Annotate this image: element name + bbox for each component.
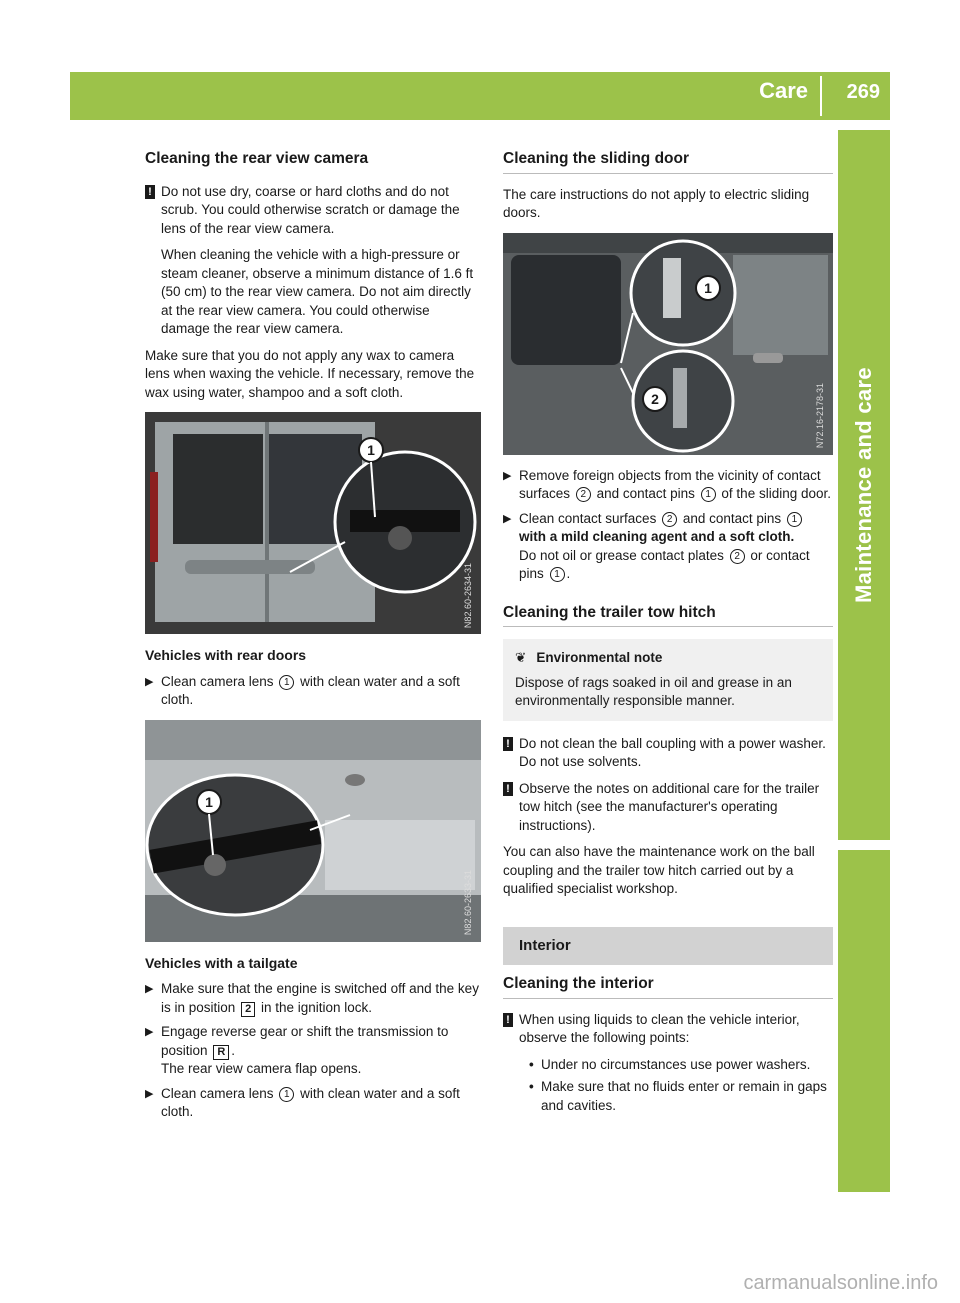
callout-number: 1 [550, 567, 565, 582]
warning-icon: ! [145, 185, 155, 199]
tailgate-camera-photo [145, 720, 481, 942]
heading-trailer-tow-hitch: Cleaning the trailer tow hitch [503, 604, 833, 628]
rear-doors-camera-photo [145, 412, 481, 634]
warning-text: When using liquids to clean the vehicle interior, observe the following points: [519, 1011, 800, 1045]
arrow-icon: ▶ [145, 1087, 154, 1100]
instruction-step: ▶ Engage reverse gear or shift the transmission to position R . The rear view camera flap opens. [145, 1024, 449, 1076]
warning-text: When cleaning the vehicle with a high-pressure or steam cleaner, observe a minimum distance of 1.6 ft (50 cm) to the rear view camera. Do not aim directly at the rear view camera. You could otherwise damage the rear view camera. [161, 247, 474, 336]
gear-position-icon: R [213, 1045, 229, 1060]
callout-1: 1 [205, 793, 213, 810]
sliding-door-photo [503, 233, 833, 455]
callout-number: 2 [730, 549, 745, 564]
warning-icon: ! [503, 737, 513, 751]
heading-rear-view-camera: Cleaning the rear view camera [145, 150, 369, 167]
callout-number: 1 [701, 487, 716, 502]
list-item: • Make sure that no fluids enter or remain in gaps and cavities. [529, 1079, 827, 1113]
right-column [503, 150, 833, 1121]
image-code: N82.60-2633-31 [462, 870, 473, 936]
bullet-icon: • [529, 1056, 534, 1072]
arrow-icon: ▶ [145, 675, 154, 688]
callout-number: 2 [576, 487, 591, 502]
heading-sliding-door: Cleaning the sliding door [503, 150, 833, 174]
callout-number: 1 [787, 512, 802, 527]
warning-note [503, 735, 833, 772]
instruction-step: ▶ Remove foreign objects from the vicinity of contact surfaces 2 and contact pins 1 of the sliding door. [503, 467, 831, 501]
warning-text: Do not use dry, coarse or hard cloths and do not scrub. You could otherwise scratch or damage the lens of the rear view camera. [161, 183, 460, 236]
header-divider [820, 76, 822, 116]
arrow-icon: ▶ [145, 1026, 154, 1038]
warning-icon: ! [503, 782, 513, 796]
side-tab-lower [838, 850, 890, 1192]
page-header-bar [70, 72, 890, 120]
heading-cleaning-interior: Cleaning the interior [503, 975, 833, 999]
callout-number: 2 [662, 512, 677, 527]
section-title: Care [759, 78, 808, 103]
subheading-rear-doors: Vehicles with rear doors [145, 647, 307, 663]
callout-1: 1 [367, 442, 375, 458]
callout-2: 2 [651, 390, 659, 407]
environmental-note [503, 639, 833, 721]
section-bar-interior: Interior [503, 927, 833, 966]
image-code: N82.60-2634-31 [462, 562, 473, 628]
arrow-icon: ▶ [503, 512, 512, 525]
instruction-step: ▶ Clean contact surfaces 2 and contact pins 1 with a mild cleaning agent and a soft cloth. Do not oil or grease contact plates 2 or contact pins 1 . [503, 510, 810, 581]
arrow-icon: ▶ [503, 469, 512, 482]
image-code: N72.16-2178-31 [814, 383, 825, 449]
warning-note [145, 183, 481, 339]
warning-note [503, 780, 833, 836]
key-position-icon: 2 [241, 1002, 255, 1017]
leaf-icon: ❦ [515, 650, 527, 665]
paragraph: The care instructions do not apply to electric sliding doors. [503, 186, 810, 220]
side-tab [838, 130, 890, 840]
step-result: The rear view camera flap opens. [161, 1061, 362, 1076]
environmental-note-text: Dispose of rags soaked in oil and grease in an environmentally responsible manner. [515, 674, 792, 708]
warning-text: Observe the notes on additional care for the trailer tow hitch (see the manufacturer's operating instructions). [519, 780, 820, 833]
instruction-step: ▶ Make sure that the engine is switched off and the key is in position 2 in the ignition lock. [145, 981, 479, 1015]
page-number: 269 [846, 81, 880, 103]
watermark: carmanualsonline.info [743, 1272, 938, 1294]
warning-text: Do not clean the ball coupling with a power washer. Do not use solvents. [519, 735, 826, 769]
warning-note [503, 1011, 833, 1116]
list-item: • Under no circumstances use power washers. [519, 1056, 833, 1075]
paragraph: Make sure that you do not apply any wax to camera lens when waxing the vehicle. If necessary, remove the wax using water, shampoo and a soft cloth. [145, 347, 475, 400]
bullet-icon: • [529, 1079, 534, 1094]
callout-number: 1 [279, 675, 294, 690]
side-tab-label: Maintenance and care [851, 367, 876, 603]
arrow-icon: ▶ [145, 983, 154, 995]
instruction-step: ▶ Clean camera lens 1 with clean water and a soft cloth. [145, 673, 460, 707]
warning-icon: ! [503, 1013, 513, 1027]
callout-number: 1 [279, 1087, 294, 1102]
paragraph: You can also have the maintenance work on the ball coupling and the trailer tow hitch carried out by a qualified specialist workshop. [503, 844, 815, 896]
instruction-step: ▶ Clean camera lens 1 with clean water and a soft cloth. [145, 1085, 460, 1119]
environmental-note-title: Environmental note [536, 650, 663, 665]
subheading-tailgate: Vehicles with a tailgate [145, 954, 298, 971]
callout-1: 1 [704, 279, 712, 296]
left-column [145, 150, 481, 1128]
